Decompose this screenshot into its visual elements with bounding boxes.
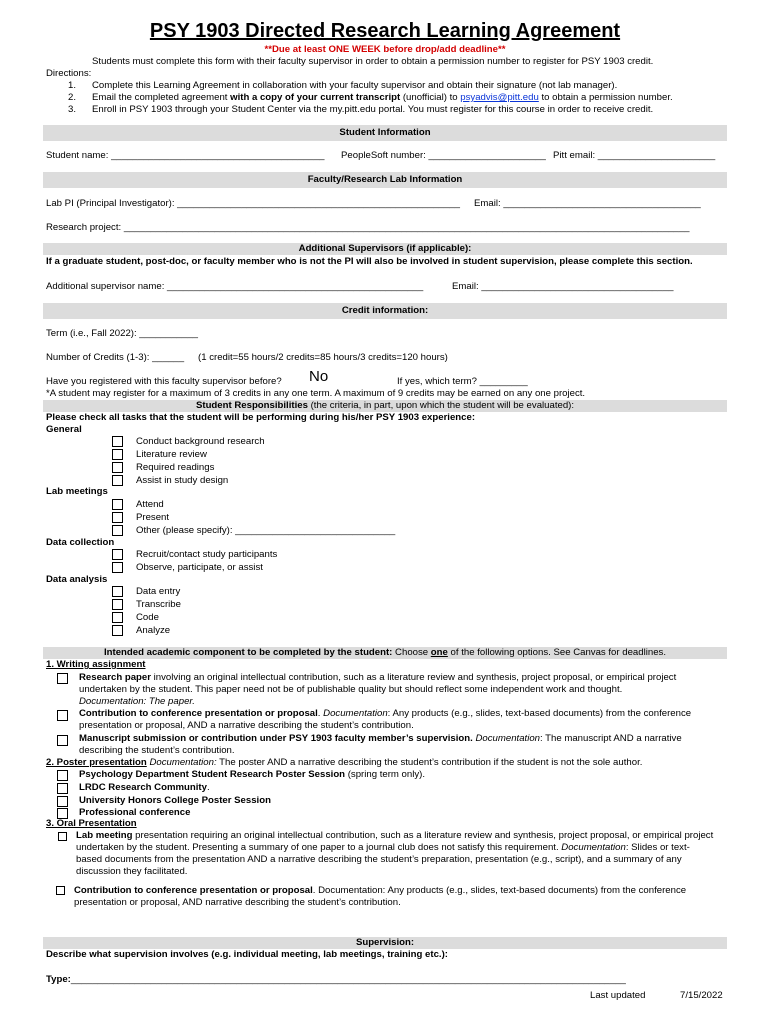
responsibilities-heading: Student Responsibilities (the criteria, in part, upon which the student will be evaluated): bbox=[195, 400, 575, 411]
task-study-design: Assist in study design bbox=[136, 475, 229, 486]
checkbox-transcribe[interactable] bbox=[112, 599, 123, 610]
checkbox-psych-poster-session[interactable] bbox=[57, 770, 68, 781]
checkbox-literature-review[interactable] bbox=[112, 449, 123, 460]
checkbox-analyze[interactable] bbox=[112, 625, 123, 636]
task-required-readings: Required readings bbox=[136, 462, 215, 473]
option-conference-presentation: Contribution to conference presentation or proposal. Documentation: Any products (e.g., slides, text-based documents) from the conference bbox=[74, 885, 687, 896]
option-conference-contribution: Contribution to conference presentation or proposal. Documentation: Any products (e.g., slides, text-based documents) from the conference bbox=[79, 708, 692, 719]
checkbox-data-entry[interactable] bbox=[112, 586, 123, 597]
credits-field[interactable]: Number of Credits (1-3): ______ bbox=[46, 352, 185, 363]
research-project-field[interactable]: Research project: __________________________________________________________________________________________________________ bbox=[46, 222, 690, 233]
checkbox-study-design[interactable] bbox=[112, 475, 123, 486]
student-name-field[interactable]: Student name: ________________________________________ bbox=[46, 150, 325, 161]
task-data-entry: Data entry bbox=[136, 586, 181, 597]
additional-supervisors-header-bar bbox=[43, 243, 727, 255]
faculty-info-heading: Faculty/Research Lab Information bbox=[307, 174, 463, 185]
data-analysis-section-label: Data analysis bbox=[46, 574, 108, 585]
checkbox-lab-meeting[interactable] bbox=[58, 832, 67, 841]
checkbox-other[interactable] bbox=[112, 525, 123, 536]
task-recruit-participants: Recruit/contact study participants bbox=[136, 549, 278, 560]
checkbox-code[interactable] bbox=[112, 612, 123, 623]
faculty-info-header-bar bbox=[43, 172, 727, 188]
option-research-paper-line2: undertaken by the student. This paper need not be of publishable quality but should reflect some independent work and thought. bbox=[79, 684, 623, 695]
option-honors-college-poster: University Honors College Poster Session bbox=[79, 795, 271, 806]
direction-1: Complete this Learning Agreement in collaboration with your faculty supervisor and obtain their signature (not lab manager). bbox=[92, 80, 618, 91]
academic-component-header-bar bbox=[43, 647, 727, 659]
direction-2: Email the completed agreement with a copy of your current transcript (unofficial) to psyadvis@pitt.edu to obtain a permission number. bbox=[92, 92, 673, 103]
option-manuscript-submission: Manuscript submission or contribution under PSY 1903 faculty member’s supervision. Documentation: The manuscript AND a narrative bbox=[79, 733, 682, 744]
checkbox-lrdc-research-community[interactable] bbox=[57, 783, 68, 794]
credit-info-header-bar bbox=[43, 303, 727, 319]
checkbox-conference-presentation[interactable] bbox=[56, 886, 65, 895]
credit-info-heading: Credit information: bbox=[341, 305, 429, 316]
registered-before-answer[interactable]: No bbox=[309, 368, 329, 385]
option-lrdc-research-community: LRDC Research Community. bbox=[79, 782, 210, 793]
option-lab-meeting: Lab meeting presentation requiring an original intellectual contribution, such as a literature review and synthesis, project proposal, or empirical project bbox=[76, 830, 714, 841]
task-literature-review: Literature review bbox=[136, 449, 207, 460]
option-conference-contribution-line2: presentation or proposal, AND a narrative describing the student’s contribution. bbox=[79, 720, 414, 731]
direction-3-number: 3. bbox=[68, 104, 77, 115]
term-field[interactable]: Term (i.e., Fall 2022): ___________ bbox=[46, 328, 198, 339]
additional-supervisor-email-field[interactable]: Email: ____________________________________ bbox=[452, 281, 674, 292]
registered-before-label: Have you registered with this faculty supervisor before? bbox=[46, 376, 282, 387]
direction-3: Enroll in PSY 1903 through your Student Center via the my.pitt.edu portal. You must register for this course in order to receive credit. bbox=[92, 104, 654, 115]
data-collection-section-label: Data collection bbox=[46, 537, 115, 548]
option-lab-meeting-line3: based documents from the presentation AND a narrative describing the student’s preparation, presentation (e.g., script), and a summary of any bbox=[76, 854, 682, 865]
task-other-specify[interactable]: Other (please specify): ______________________________ bbox=[136, 525, 396, 536]
task-transcribe: Transcribe bbox=[136, 599, 181, 610]
task-analyze: Analyze bbox=[136, 625, 171, 636]
checkbox-attend[interactable] bbox=[112, 499, 123, 510]
option-lab-meeting-line4: discussion they facilitated. bbox=[76, 866, 188, 877]
page-title: PSY 1903 Directed Research Learning Agreement bbox=[149, 20, 621, 42]
task-code: Code bbox=[136, 612, 159, 623]
supervision-type-field[interactable]: ________________________________________________________________________________________________________ bbox=[70, 974, 626, 985]
lab-meetings-section-label: Lab meetings bbox=[46, 486, 108, 497]
responsibilities-instruction: Please check all tasks that the student will be performing during his/her PSY 1903 experience: bbox=[46, 412, 476, 423]
task-observe-participate: Observe, participate, or assist bbox=[136, 562, 263, 573]
additional-supervisors-instruction: If a graduate student, post-doc, or faculty member who is not the PI will also be involved in student supervision, please complete this section. bbox=[46, 256, 693, 267]
checkbox-observe-participate[interactable] bbox=[112, 562, 123, 573]
checkbox-recruit-participants[interactable] bbox=[112, 549, 123, 560]
supervision-header-bar bbox=[43, 937, 727, 949]
pitt-email-field[interactable]: Pitt email: ______________________ bbox=[553, 150, 716, 161]
intro-text: Students must complete this form with their faculty supervisor in order to obtain a permission number to register for PSY 1903 credit. bbox=[92, 56, 654, 67]
checkbox-required-readings[interactable] bbox=[112, 462, 123, 473]
oral-presentation-label: 3. Oral Presentation bbox=[46, 818, 137, 829]
last-updated-label: Last updated bbox=[590, 990, 646, 1001]
direction-2-number: 2. bbox=[68, 92, 77, 103]
option-manuscript-submission-line2: describing the student’s contribution. bbox=[79, 745, 235, 756]
checkbox-research-paper[interactable] bbox=[57, 673, 68, 684]
supervision-heading: Supervision: bbox=[355, 937, 415, 948]
deadline-note: **Due at least ONE WEEK before drop/add deadline** bbox=[264, 44, 506, 55]
task-background-research: Conduct background research bbox=[136, 436, 265, 447]
supervision-type-label: Type: bbox=[46, 974, 71, 985]
option-research-paper: Research paper involving an original intellectual contribution, such as a literature review and synthesis, project proposal, or empirical project bbox=[79, 672, 677, 683]
student-info-heading: Student Information bbox=[339, 127, 431, 138]
option-lab-meeting-line2: undertaken by the student. Presenting a summary of one paper to a journal club does not satisfy this requirement. Documentation: Slides or text- bbox=[76, 842, 690, 853]
previous-term-field[interactable]: If yes, which term? _________ bbox=[397, 376, 528, 387]
general-section-label: General bbox=[46, 424, 82, 435]
checkbox-present[interactable] bbox=[112, 512, 123, 523]
checkbox-honors-college-poster[interactable] bbox=[57, 796, 68, 807]
additional-supervisors-heading: Additional Supervisors (if applicable): bbox=[298, 243, 472, 254]
option-professional-conference: Professional conference bbox=[79, 807, 191, 818]
student-info-header-bar bbox=[43, 125, 727, 141]
directions-label: Directions: bbox=[46, 68, 92, 79]
lab-pi-email-field[interactable]: Email: _____________________________________ bbox=[474, 198, 701, 209]
supervision-type-row[interactable] bbox=[46, 974, 626, 986]
checkbox-conference-contribution[interactable] bbox=[57, 710, 68, 721]
lab-pi-field[interactable]: Lab PI (Principal Investigator): _____________________________________________________ bbox=[46, 198, 460, 209]
poster-presentation-label: 2. Poster presentation bbox=[46, 757, 147, 768]
supervision-instruction: Describe what supervision involves (e.g. individual meeting, lab meetings, training etc.): bbox=[46, 949, 448, 960]
task-present: Present bbox=[136, 512, 170, 523]
checkbox-manuscript-submission[interactable] bbox=[57, 735, 68, 746]
peoplesoft-number-field[interactable]: PeopleSoft number: ______________________ bbox=[341, 150, 546, 161]
additional-supervisor-name-field[interactable]: Additional supervisor name: ________________________________________________ bbox=[46, 281, 424, 292]
credits-hours-note: (1 credit=55 hours/2 credits=85 hours/3 credits=120 hours) bbox=[198, 352, 448, 363]
academic-component-heading: Intended academic component to be completed by the student: Choose one of the following options. See Canvas for deadlines. bbox=[104, 647, 666, 658]
checkbox-background-research[interactable] bbox=[112, 436, 123, 447]
responsibilities-header-bar bbox=[43, 400, 727, 412]
advising-email-link[interactable]: psyadvis@pitt.edu bbox=[460, 92, 539, 103]
option-psych-poster-session: Psychology Department Student Research Poster Session (spring term only). bbox=[79, 769, 426, 780]
last-updated-date: 7/15/2022 bbox=[680, 990, 723, 1001]
option-conference-presentation-line2: presentation or proposal, AND narrative describing the student’s contribution. bbox=[74, 897, 401, 908]
option-research-paper-documentation: Documentation: The paper. bbox=[79, 696, 195, 707]
task-attend: Attend bbox=[136, 499, 164, 510]
max-credits-note: *A student may register for a maximum of 3 credits in any one term. A maximum of 9 credits may be earned on any one project. bbox=[46, 388, 586, 399]
direction-1-number: 1. bbox=[68, 80, 77, 91]
poster-presentation-row: 2. Poster presentation Documentation: The poster AND a narrative describing the student’s contribution if the student is not the sole author. bbox=[46, 757, 643, 768]
writing-assignment-label: 1. Writing assignment bbox=[46, 659, 146, 670]
